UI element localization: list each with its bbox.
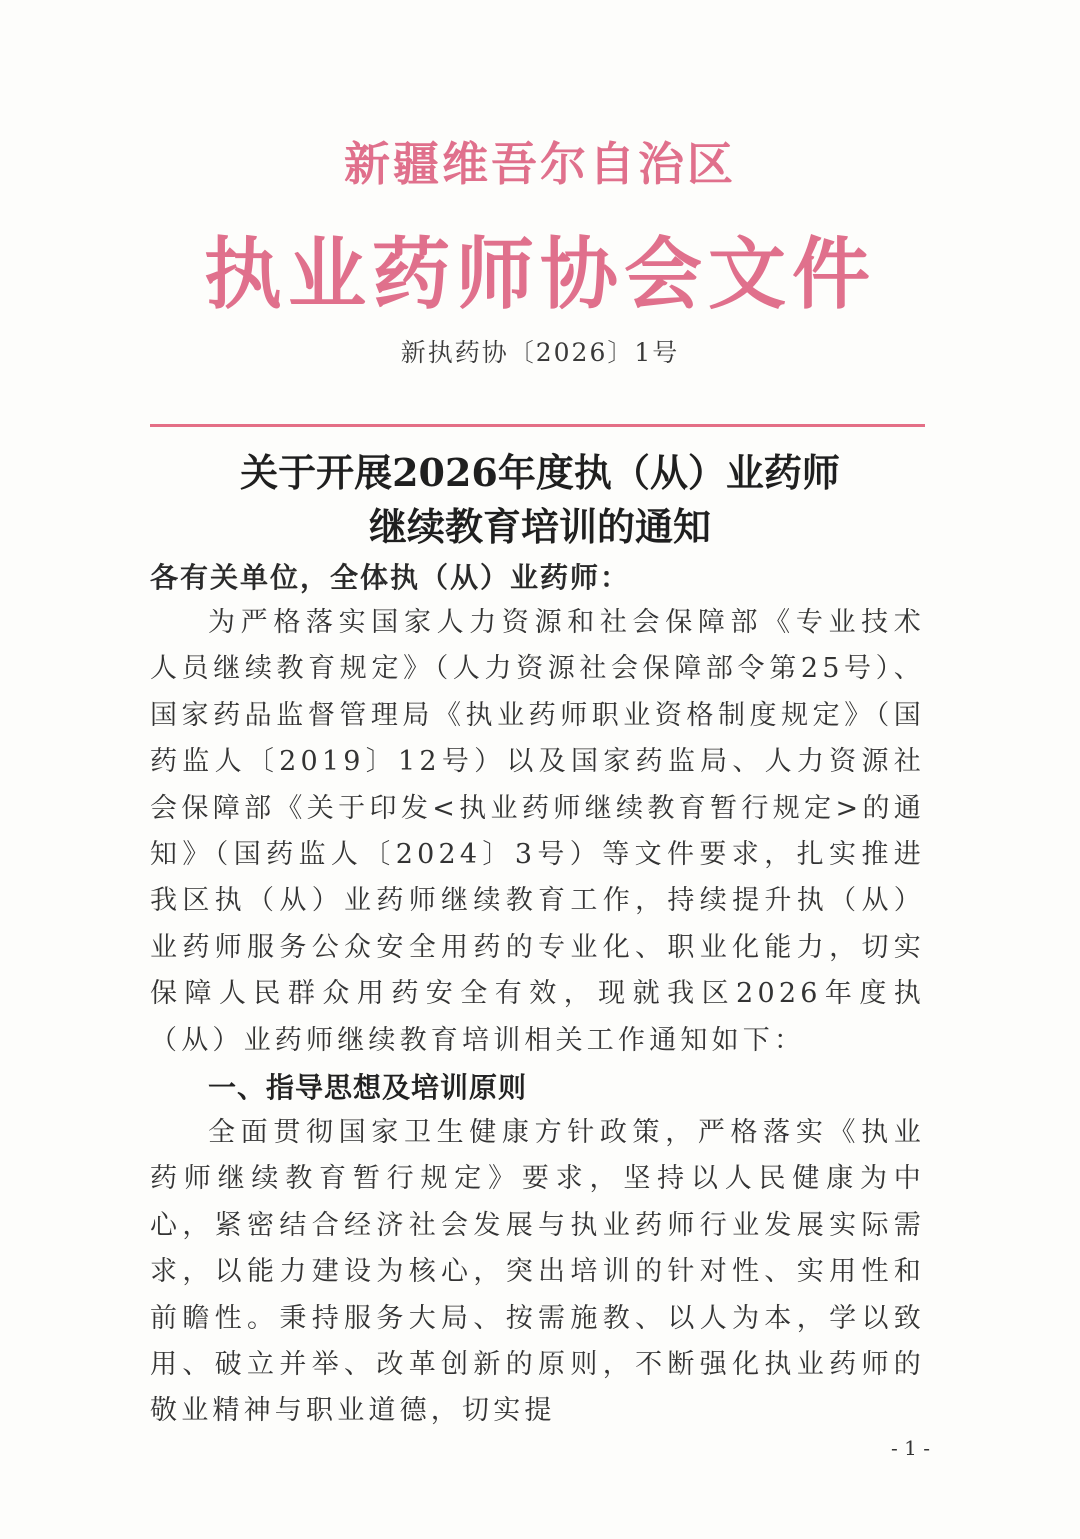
intro-paragraph: 为严格落实国家人力资源和社会保障部《专业技术人员继续教育规定》（人力资源社会保障部令第25号）、国家药品监督管理局《执业药师职业资格制度规定》（国药监人〔2019〕12号）以及国家药监局、人力资源社会保障部《关于印发<执业药师继续教育暂行规定>的通知》（国药监人〔2024〕3号）等文件要求，扎实推进我区执（从）业药师继续教育工作，持续提升执（从）业药师服务公众安全用药的专业化、职业化能力，切实保障人民群众用药安全有效，现就我区2026年度执（从）业药师继续教育培训相关工作通知如下： xyxy=(150,607,925,1056)
red-divider-line xyxy=(150,424,925,427)
title-line2: 继续教育培训的通知 xyxy=(368,504,711,549)
document-number: 新执药协〔2026〕1号 xyxy=(400,338,680,367)
issuer-name-line1: 新疆维吾尔自治区 xyxy=(344,137,736,191)
title-line1: 关于开展2026年度执（从）业药师 xyxy=(240,450,840,495)
issuer-name-line2: 执业药师协会文件 xyxy=(203,229,876,320)
document-title xyxy=(0,446,1080,554)
section-heading: 一、指导思想及培训原则 xyxy=(208,1071,528,1104)
page-number: - 1 - xyxy=(891,1436,930,1460)
section-paragraph: 全面贯彻国家卫生健康方针政策，严格落实《执业药师继续教育暂行规定》要求，坚持以人民健康为中心，紧密结合经济社会发展与执业药师行业发展实际需求，以能力建设为核心，突出培训的针对性、实用性和前瞻性。秉持服务大局、按需施教、以人为本，学以致用、破立并举、改革创新的原则，不断强化执业药师的敬业精神与职业道德，切实提 xyxy=(150,1117,925,1427)
salutation: 各有关单位，全体执（从）业药师： xyxy=(150,561,631,594)
